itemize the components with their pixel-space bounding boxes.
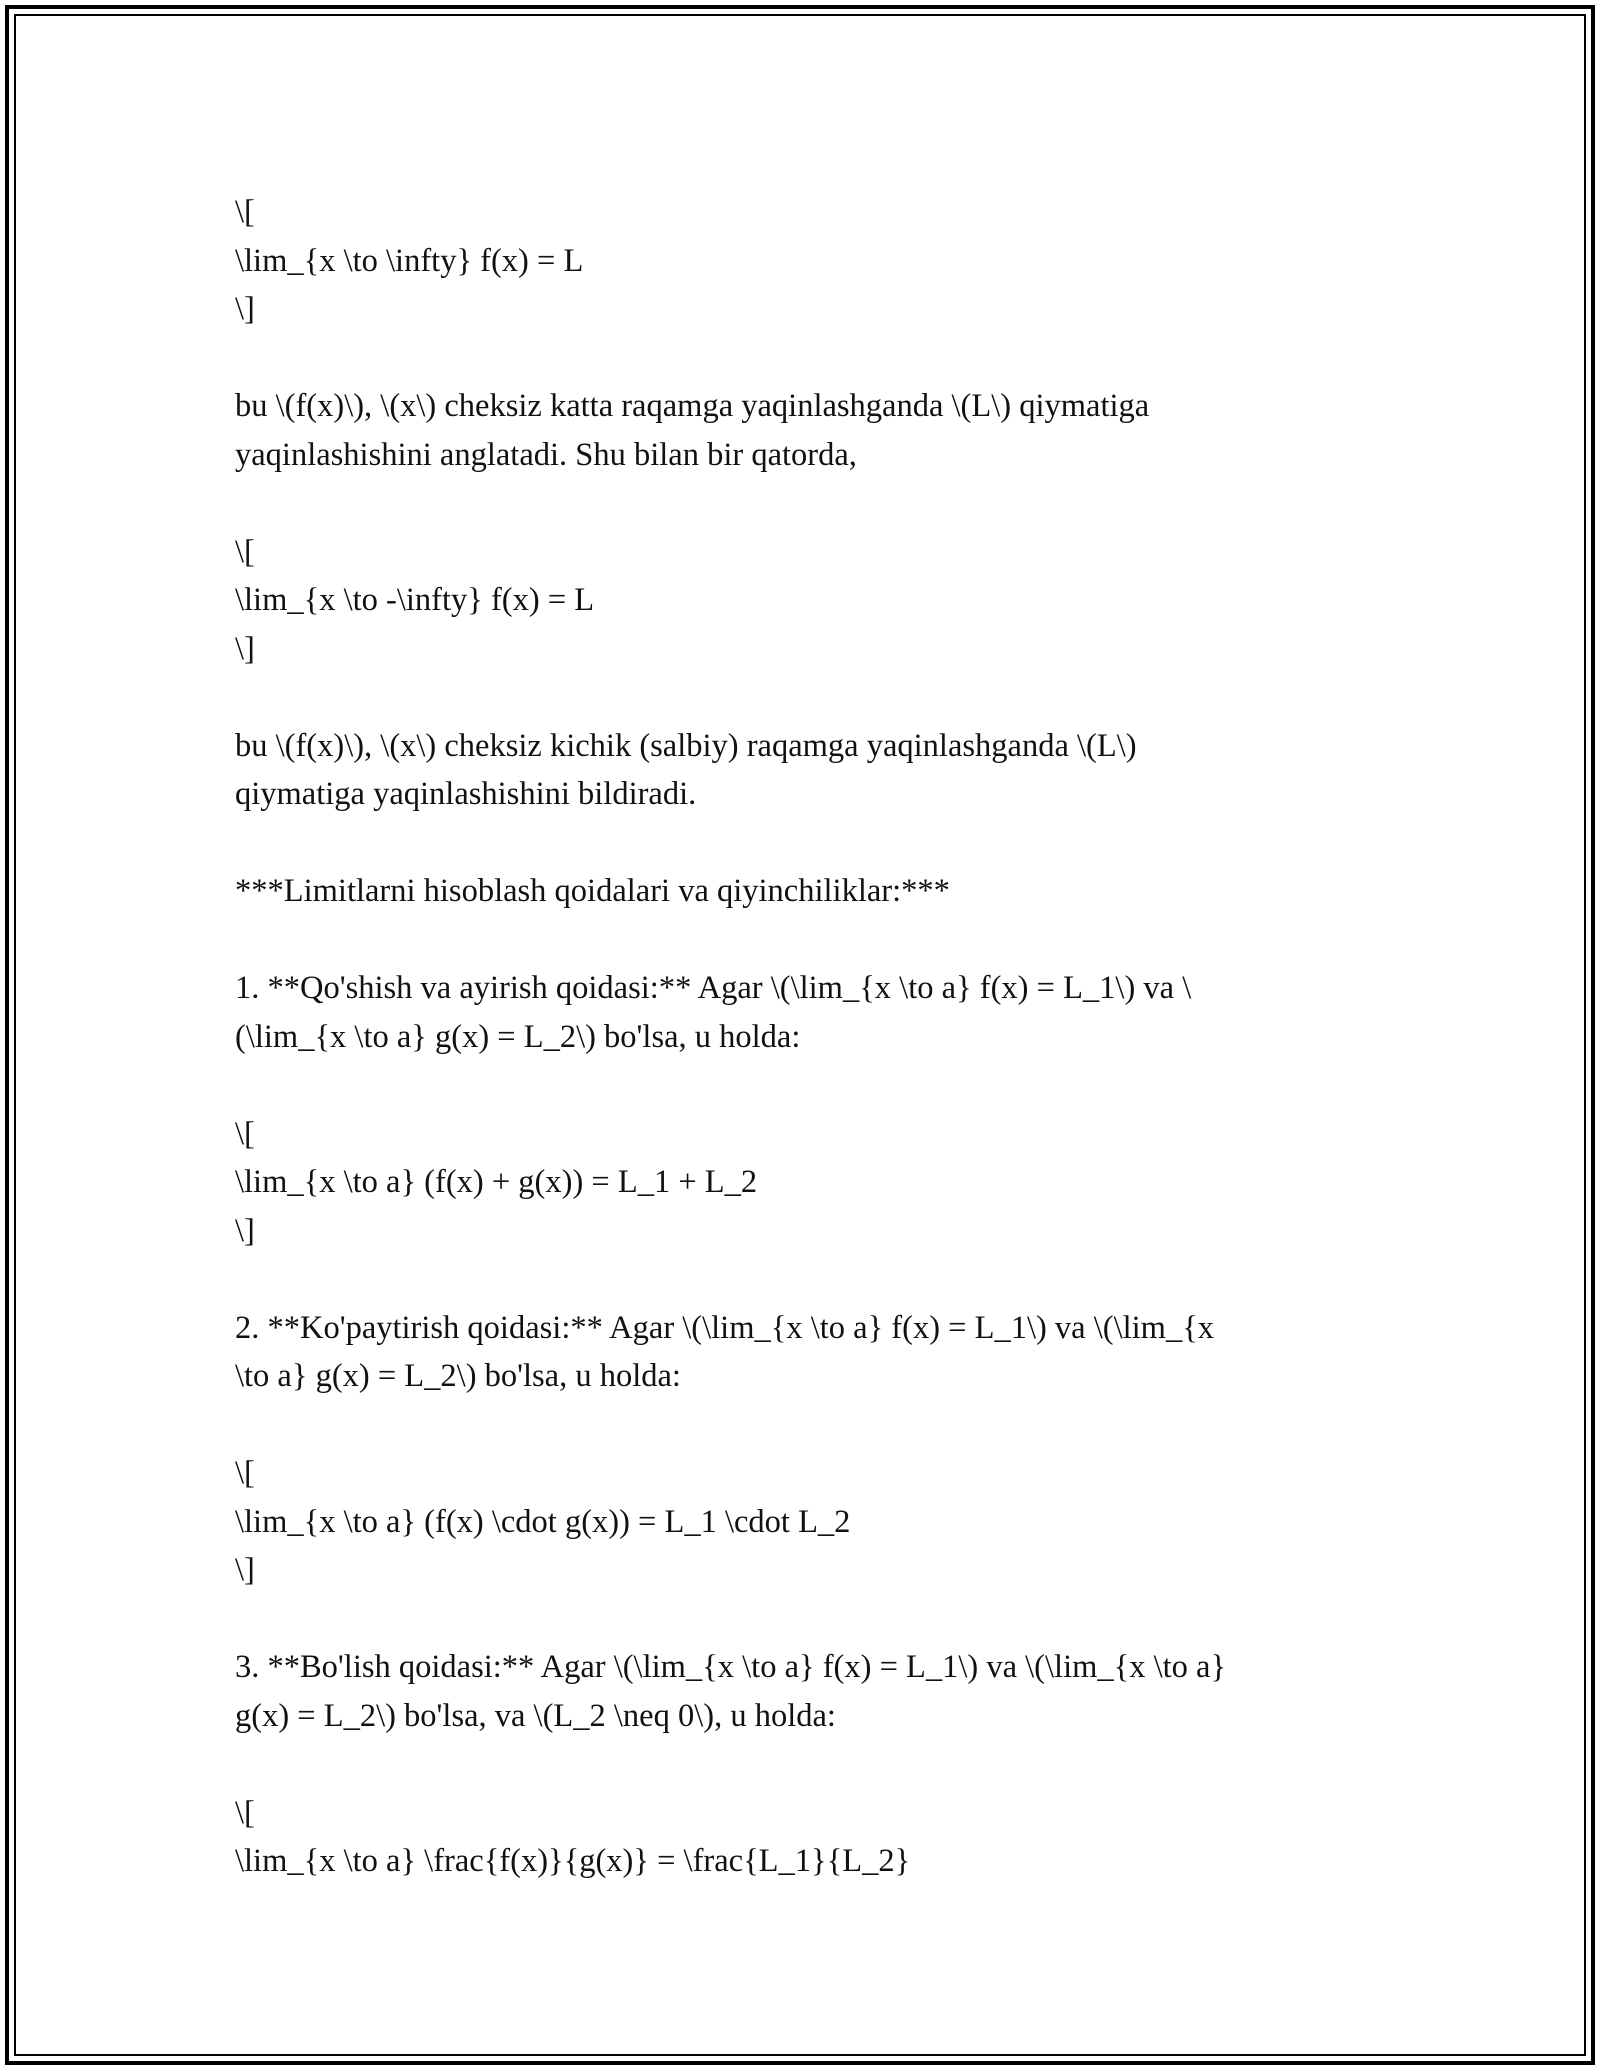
- rule-3-line-2: g(x) = L_2\) bo'lsa, va \(L_2 \neq 0\), u holda:: [235, 1697, 836, 1734]
- paragraph-1-line-2: yaqinlashishini anglatadi. Shu bilan bir qatorda,: [235, 436, 857, 473]
- spacer: [235, 1401, 1365, 1450]
- paragraph-1-line-1: bu \(f(x)\), \(x\) cheksiz katta raqamga yaqinlashganda \(L\) qiymatiga: [235, 388, 1150, 424]
- equation-4-open: \[: [235, 1455, 255, 1491]
- equation-3-close: \]: [235, 1212, 255, 1249]
- rule-3-line-1: 3. **Bo'lish qoidasi:** Agar \(\lim_{x \to a} f(x) = L_1\) va \(\lim_{x \to a}: [235, 1649, 1227, 1685]
- rule-1-line-1: 1. **Qo'shish va ayirish qoidasi:** Agar \(\lim_{x \to a} f(x) = L_1\) va \: [235, 970, 1192, 1006]
- equation-2-close: \]: [235, 630, 255, 667]
- rule-2-line-2: \to a} g(x) = L_2\) bo'lsa, u holda:: [235, 1358, 681, 1394]
- equation-4-body: \lim_{x \to a} (f(x) \cdot g(x)) = L_1 \cdot L_2: [235, 1503, 851, 1540]
- equation-1-body: \lim_{x \to \infty} f(x) = L: [235, 242, 584, 279]
- equation-2-open: \[: [235, 533, 255, 570]
- spacer: [235, 1255, 1365, 1304]
- equation-1-open: \[: [235, 194, 255, 230]
- paragraph-2-line-2: qiymatiga yaqinlashishini bildiradi.: [235, 776, 697, 812]
- spacer: [235, 673, 1365, 722]
- spacer: [235, 916, 1365, 965]
- spacer: [235, 1061, 1365, 1110]
- section-heading: ***Limitlarni hisoblash qoidalari va qiyinchiliklar:***: [235, 873, 950, 909]
- equation-1-close: \]: [235, 291, 255, 327]
- paragraph-2-line-1: bu \(f(x)\), \(x\) cheksiz kichik (salbiy) raqamga yaqinlashganda \(L\): [235, 727, 1137, 764]
- equation-4-close: \]: [235, 1552, 255, 1588]
- equation-2-body: \lim_{x \to -\infty} f(x) = L: [235, 582, 595, 618]
- spacer: [235, 1595, 1365, 1644]
- spacer: [235, 819, 1365, 868]
- equation-3-body: \lim_{x \to a} (f(x) + g(x)) = L_1 + L_2: [235, 1164, 758, 1200]
- equation-3-open: \[: [235, 1115, 255, 1152]
- rule-1-line-2: (\lim_{x \to a} g(x) = L_2\) bo'lsa, u holda:: [235, 1018, 801, 1055]
- spacer: [235, 1740, 1365, 1789]
- equation-5-open: \[: [235, 1794, 255, 1831]
- spacer: [235, 479, 1365, 528]
- document-body: [235, 188, 1365, 1886]
- rule-2-line-1: 2. **Ko'paytirish qoidasi:** Agar \(\lim_{x \to a} f(x) = L_1\) va \(\lim_{x: [235, 1309, 1215, 1346]
- spacer: [235, 334, 1365, 383]
- equation-5-body: \lim_{x \to a} \frac{f(x)}{g(x)} = \frac{L_1}{L_2}: [235, 1843, 911, 1879]
